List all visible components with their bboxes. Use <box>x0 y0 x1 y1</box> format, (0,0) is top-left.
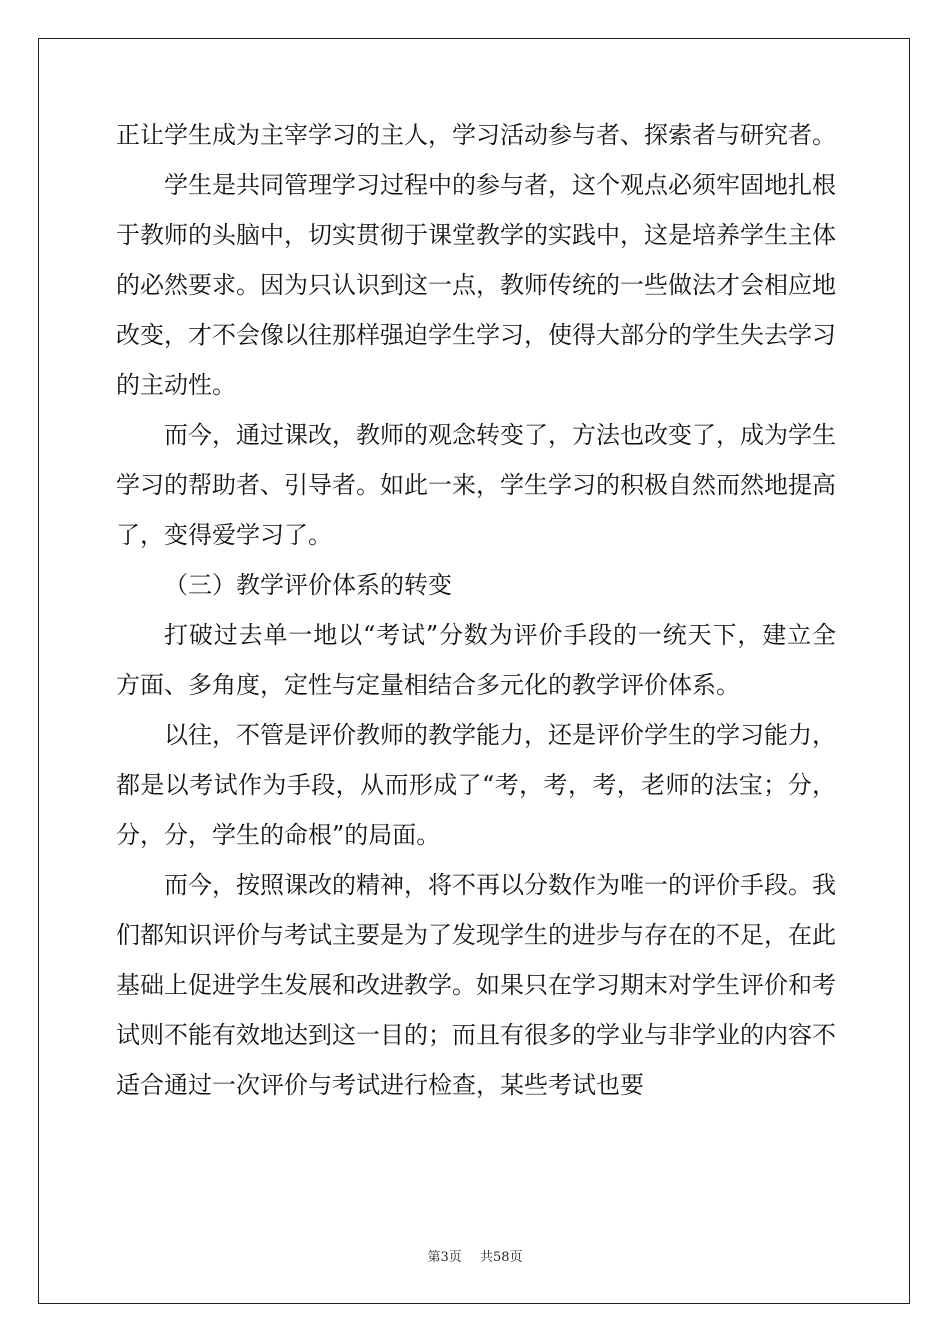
document-body <box>116 110 836 1110</box>
paragraph-2: 学生是共同管理学习过程中的参与者，这个观点必须牢固地扎根于教师的头脑中，切实贯彻于课堂教学的实践中，这是培养学生主体的必然要求。因为只认识到这一点，教师传统的一些做法才会相应地改变，才不会像以往那样强迫学生学习，使得大部分的学生失去学习的主动性。 <box>116 171 836 399</box>
paragraph-3: 而今，通过课改，教师的观念转变了，方法也改变了，成为学生学习的帮助者、引导者。如此一来，学生学习的积极自然而然地提高了，变得爱学习了。 <box>116 421 836 549</box>
paragraph-6: 而今，按照课改的精神，将不再以分数作为唯一的评价手段。我们都知识评价与考试主要是为了发现学生的进步与存在的不足，在此基础上促进学生发展和改进教学。如果只在学习期末对学生评价和考试则不能有效地达到这一目的；而且有很多的学业与非学业的内容不适合通过一次评价与考试进行检查，某些考试也要 <box>116 871 836 1099</box>
page-footer <box>0 1250 950 1266</box>
page-total: 共58页 <box>479 1250 523 1265</box>
section-heading: （三）教学评价体系的转变 <box>164 571 452 599</box>
paragraph-1: 正让学生成为主宰学习的主人，学习活动参与者、探索者与研究者。 <box>116 121 836 149</box>
page-number: 第3页 <box>427 1250 462 1265</box>
paragraph-4: 打破过去单一地以“考试”分数为评价手段的一统天下，建立全方面、多角度，定性与定量相结合多元化的教学评价体系。 <box>116 621 836 699</box>
paragraph-5: 以往，不管是评价教师的教学能力，还是评价学生的学习能力，都是以考试作为手段，从而形成了“考，考，考，老师的法宝；分，分，分，学生的命根”的局面。 <box>116 721 836 849</box>
